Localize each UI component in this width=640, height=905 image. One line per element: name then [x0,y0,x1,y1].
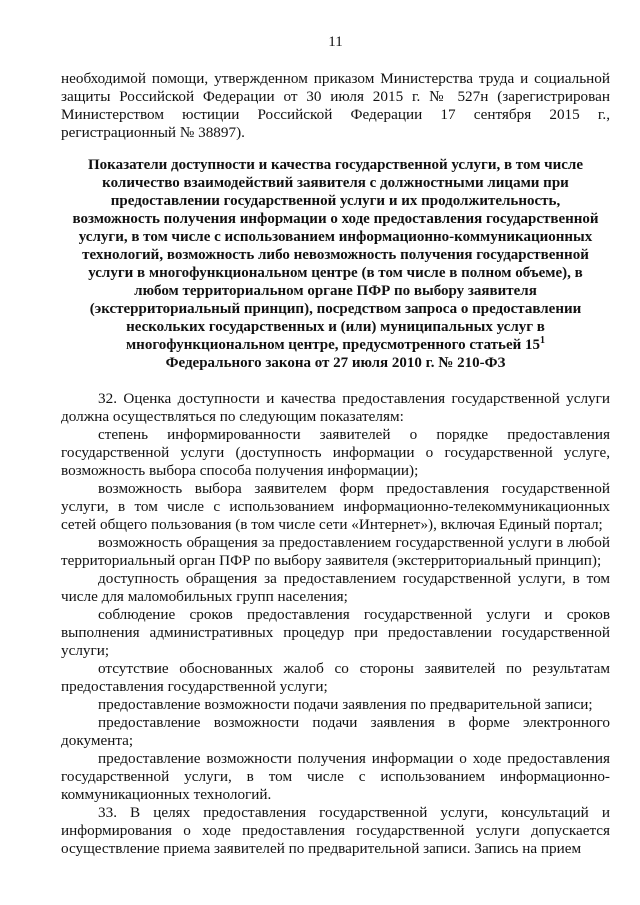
indicator-exterritorial: возможность обращения за предоставлением государственной услуги в любой территориальный орган ПФР по выбору заявителя (экстерриториальный принцип); [61,534,610,569]
page-number: 11 [328,34,343,50]
intro-paragraph: необходимой помощи, утвержденном приказом Министерства труда и социальной защиты Российской Федерации от 30 июля 2015 г. № 527н (зарегистрирован Министерством юстиции Российской Федерации 17 сентября 2015 г., регистрационный № 38897). [61,70,610,141]
indicator-accessibility: доступность обращения за предоставлением государственной услуги, в том числе для маломобильных групп населения; [61,570,610,605]
paragraph-32: 32. Оценка доступности и качества предоставления государственной услуги должна осуществляться по следующим показателям: [61,390,610,425]
indicator-informedness: степень информированности заявителей о порядке предоставления государственной услуги (доступность информации о государственной услуге, возможность выбора способа получения информации); [61,426,610,479]
section-heading [61,156,610,372]
section-heading-text: Показатели доступности и качества государственной услуги, в том числе количество взаимодействий заявителя с должностными лицами при предоставлении государственной услуги и их продолжительность, возможность получения информации о ходе предоставления государственной услуги, в том числе с использованием информационно-коммуникационных технологий, возможность либо невозможность получения государственной услуги в многофункциональном центре (в том числе в полном объеме), в любом территориальном органе ПФР по выбору заявителя (экстерриториальный принцип), посредством запроса о предоставлении нескольких государственных и (или) муниципальных услуг в многофункциональном центре, предусмотренного статьей 15 [72,157,599,353]
indicator-form-choice: возможность выбора заявителем форм предоставления государственной услуги, в том числе с использованием информационно-телекоммуникационных сетей общего пользования (в том числе сети «Интернет»), включая Единый портал; [61,480,610,533]
paragraph-33: 33. В целях предоставления государственной услуги, консультаций и информирования о ходе предоставления государственной услуги допускается осуществление приема заявителей по предварительной записи. Запись на прием [61,804,610,857]
indicator-electronic-document: предоставление возможности подачи заявления в форме электронного документа; [61,714,610,749]
indicator-progress-info: предоставление возможности получения информации о ходе предоставления государственной услуги, в том числе с использованием информационно-коммуникационных технологий. [61,750,610,803]
indicator-deadlines: соблюдение сроков предоставления государственной услуги и сроков выполнения административных процедур при предоставлении государственной услуги; [61,606,610,659]
section-heading-superscript: 1 [540,335,546,346]
indicator-preregistration: предоставление возможности подачи заявления по предварительной записи; [98,696,593,713]
section-heading-law: Федерального закона от 27 июля 2010 г. № 210-ФЗ [165,355,506,371]
indicator-complaints: отсутствие обоснованных жалоб со стороны заявителей по результатам предоставления государственной услуги; [61,660,610,695]
